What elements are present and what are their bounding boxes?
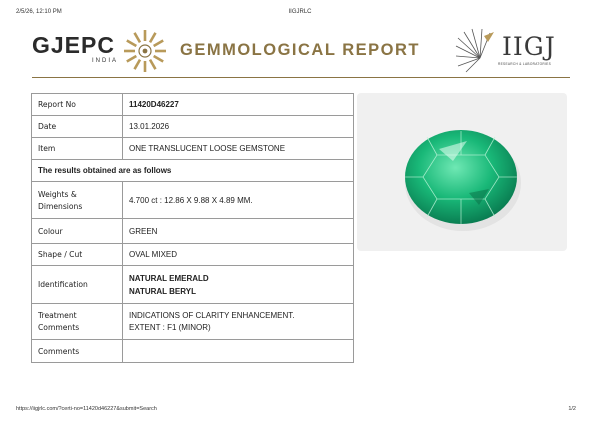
treatment-line1: INDICATIONS OF CLARITY ENHANCEMENT. <box>129 311 295 320</box>
results-heading: The results obtained are as follows <box>32 160 354 182</box>
weights-label-line1: Weights & <box>38 189 77 199</box>
gjepc-sun-icon <box>122 28 168 74</box>
gjepc-logo-sub: INDIA <box>92 58 119 64</box>
item-label: Item <box>32 138 123 160</box>
table-row <box>32 94 354 116</box>
date-label: Date <box>32 116 123 138</box>
identification-label: Identification <box>32 266 123 304</box>
identification-line1: NATURAL EMERALD <box>129 273 209 283</box>
table-row <box>32 304 354 340</box>
gem-photo <box>357 93 567 251</box>
emerald-gem-icon <box>357 93 567 251</box>
weights-label-line2: Dimensions <box>38 201 83 211</box>
identification-value <box>123 266 354 304</box>
table-row <box>32 266 354 304</box>
iigj-logo: IIGJ <box>502 32 556 61</box>
table-row <box>32 138 354 160</box>
table-row <box>32 219 354 244</box>
identification-line2: NATURAL BERYL <box>129 286 196 296</box>
gjepc-logo: GJEPC <box>32 32 115 58</box>
report-no-value: 11420D46227 <box>123 94 354 116</box>
date-value: 13.01.2026 <box>123 116 354 138</box>
print-url: https://iigjrlc.com/?certi-no=11420d46227&submit=Search <box>16 406 157 412</box>
report-table <box>31 93 354 363</box>
treatment-label <box>32 304 123 340</box>
print-tab-title: IIGJRLC <box>288 9 312 15</box>
colour-label: Colour <box>32 219 123 244</box>
comments-value <box>123 340 354 363</box>
treatment-line2: EXTENT : F1 (MINOR) <box>129 323 211 332</box>
table-row <box>32 244 354 266</box>
colour-value: GREEN <box>123 219 354 244</box>
report-title: GEMMOLOGICAL REPORT <box>180 41 420 59</box>
weights-value: 4.700 ct : 12.86 X 9.88 X 4.89 MM. <box>123 182 354 219</box>
treatment-label-line1: Treatment <box>38 311 77 320</box>
iigj-logo-sub: RESEARCH & LABORATORIES <box>498 62 552 66</box>
shape-label: Shape / Cut <box>32 244 123 266</box>
comments-label: Comments <box>32 340 123 363</box>
header-divider <box>32 77 570 78</box>
iigj-burst-icon <box>454 28 496 74</box>
treatment-value <box>123 304 354 340</box>
table-row <box>32 160 354 182</box>
print-datetime: 2/5/26, 12:10 PM <box>16 9 62 15</box>
weights-label <box>32 182 123 219</box>
table-row <box>32 116 354 138</box>
report-no-label: Report No <box>32 94 123 116</box>
treatment-label-line2: Comments <box>38 323 80 332</box>
shape-value: OVAL MIXED <box>123 244 354 266</box>
table-row <box>32 182 354 219</box>
item-value: ONE TRANSLUCENT LOOSE GEMSTONE <box>123 138 354 160</box>
report-header <box>32 28 572 76</box>
print-page-number: 1/2 <box>568 406 576 412</box>
table-row <box>32 340 354 363</box>
